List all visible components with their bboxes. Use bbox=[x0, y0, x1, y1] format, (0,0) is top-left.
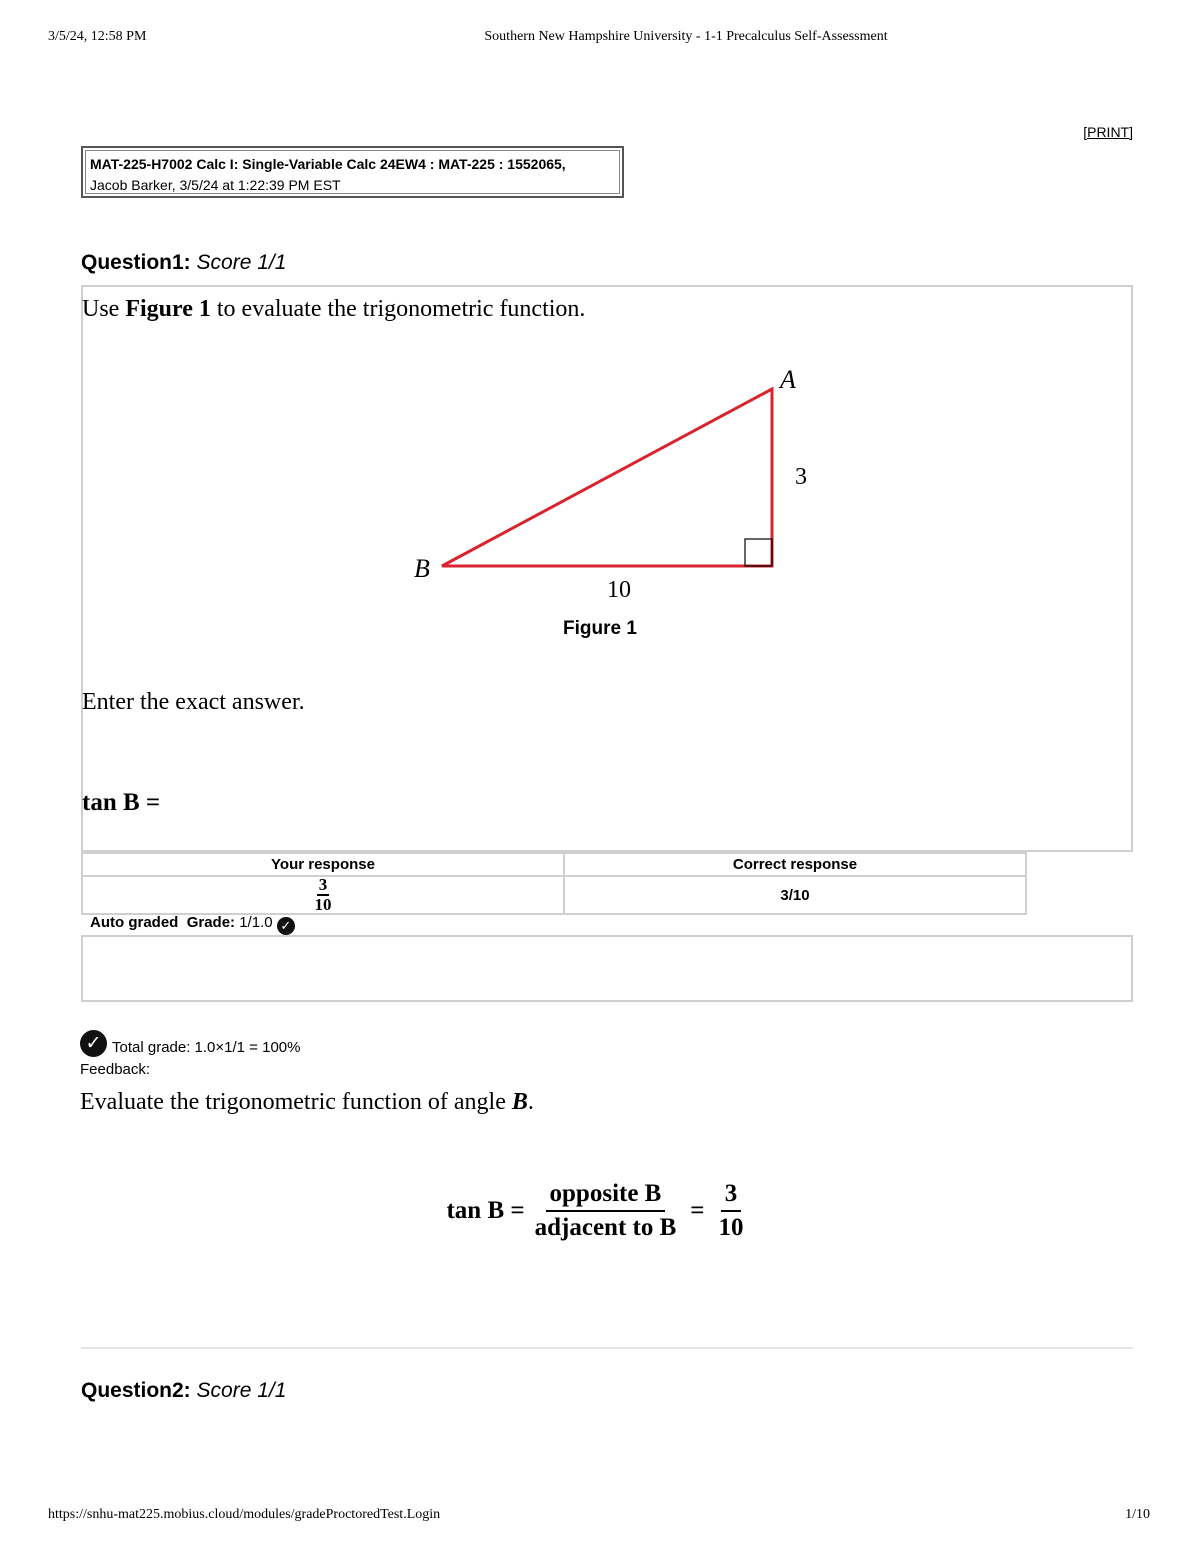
question2-score: Score 1/1 bbox=[196, 1379, 287, 1402]
formula-result bbox=[719, 1180, 744, 1242]
right-angle-marker bbox=[745, 539, 772, 566]
formula-equals: = bbox=[690, 1197, 705, 1224]
your-response-fraction bbox=[315, 877, 332, 913]
prompt-post: to evaluate the trigonometric function. bbox=[210, 296, 586, 322]
response-table bbox=[81, 852, 1027, 915]
print-page-title: Southern New Hampshire University - 1-1 Precalculus Self-Assessment bbox=[484, 29, 888, 44]
total-grade: Total grade: 1.0×1/1 = 100% bbox=[112, 1039, 301, 1056]
question1-score: Score 1/1 bbox=[196, 251, 287, 274]
print-datetime: 3/5/24, 12:58 PM bbox=[48, 29, 147, 44]
feedback-text: Evaluate the trigonometric function of angle B. bbox=[80, 1089, 534, 1115]
check-circle-icon: ✓ bbox=[277, 917, 295, 935]
vertex-B-label: B bbox=[414, 554, 430, 583]
check-circle-icon: ✓ bbox=[80, 1030, 107, 1057]
your-response-cell bbox=[82, 876, 564, 914]
your-response-denominator: 10 bbox=[314, 895, 332, 914]
question1-label: Question1: bbox=[81, 251, 191, 274]
feedback-formula bbox=[0, 1180, 1200, 1242]
formula-result-denominator: 10 bbox=[718, 1214, 744, 1241]
figure1-triangle bbox=[0, 0, 1200, 640]
side-opposite-label: 3 bbox=[795, 464, 807, 490]
grade-line bbox=[90, 914, 295, 935]
your-response-numerator: 3 bbox=[318, 875, 328, 894]
side-adjacent-label: 10 bbox=[607, 577, 631, 603]
triangle-shape bbox=[442, 389, 772, 566]
grade-label: Grade: bbox=[186, 914, 236, 931]
feedback-variable: B bbox=[511, 1089, 528, 1115]
question2-label: Question2: bbox=[81, 1379, 191, 1402]
correct-response-cell: 3/10 bbox=[564, 876, 1026, 914]
prompt-figure-ref: Figure 1 bbox=[125, 296, 211, 322]
comment-box bbox=[81, 935, 1133, 1002]
formula-denominator: adjacent to B bbox=[534, 1214, 677, 1241]
figure1-caption: Figure 1 bbox=[563, 618, 637, 639]
vertex-A-label: A bbox=[780, 365, 796, 394]
correct-response-header: Correct response bbox=[564, 853, 1026, 876]
formula-ratio bbox=[535, 1180, 677, 1242]
question1-instruction: Enter the exact answer. bbox=[82, 689, 305, 715]
course-title: MAT-225-H7002 Calc I: Single-Variable Calc 24EW4 : MAT-225 : 1552065, bbox=[90, 156, 566, 172]
formula-lhs: tan B = bbox=[446, 1197, 525, 1224]
your-response-header: Your response bbox=[82, 853, 564, 876]
formula-result-numerator: 3 bbox=[721, 1180, 742, 1212]
feedback-sentence: Evaluate the trigonometric function of angle bbox=[80, 1089, 512, 1115]
print-link[interactable]: [PRINT] bbox=[1083, 124, 1133, 140]
formula-numerator: opposite B bbox=[546, 1180, 666, 1212]
answer-label: tan B = bbox=[82, 789, 161, 816]
feedback-label: Feedback: bbox=[80, 1061, 151, 1078]
print-url: https://snhu-mat225.mobius.cloud/modules/gradeProctoredTest.Login bbox=[48, 1507, 441, 1522]
student-info: Jacob Barker, 3/5/24 at 1:22:39 PM EST bbox=[90, 177, 341, 193]
question2-heading bbox=[81, 1379, 286, 1403]
grade-value: 1/1.0 bbox=[239, 914, 273, 931]
question-divider bbox=[81, 1347, 1133, 1349]
auto-graded-label: Auto graded bbox=[90, 914, 179, 931]
print-page-number: 1/10 bbox=[1125, 1507, 1150, 1522]
prompt-pre: Use bbox=[82, 296, 126, 322]
